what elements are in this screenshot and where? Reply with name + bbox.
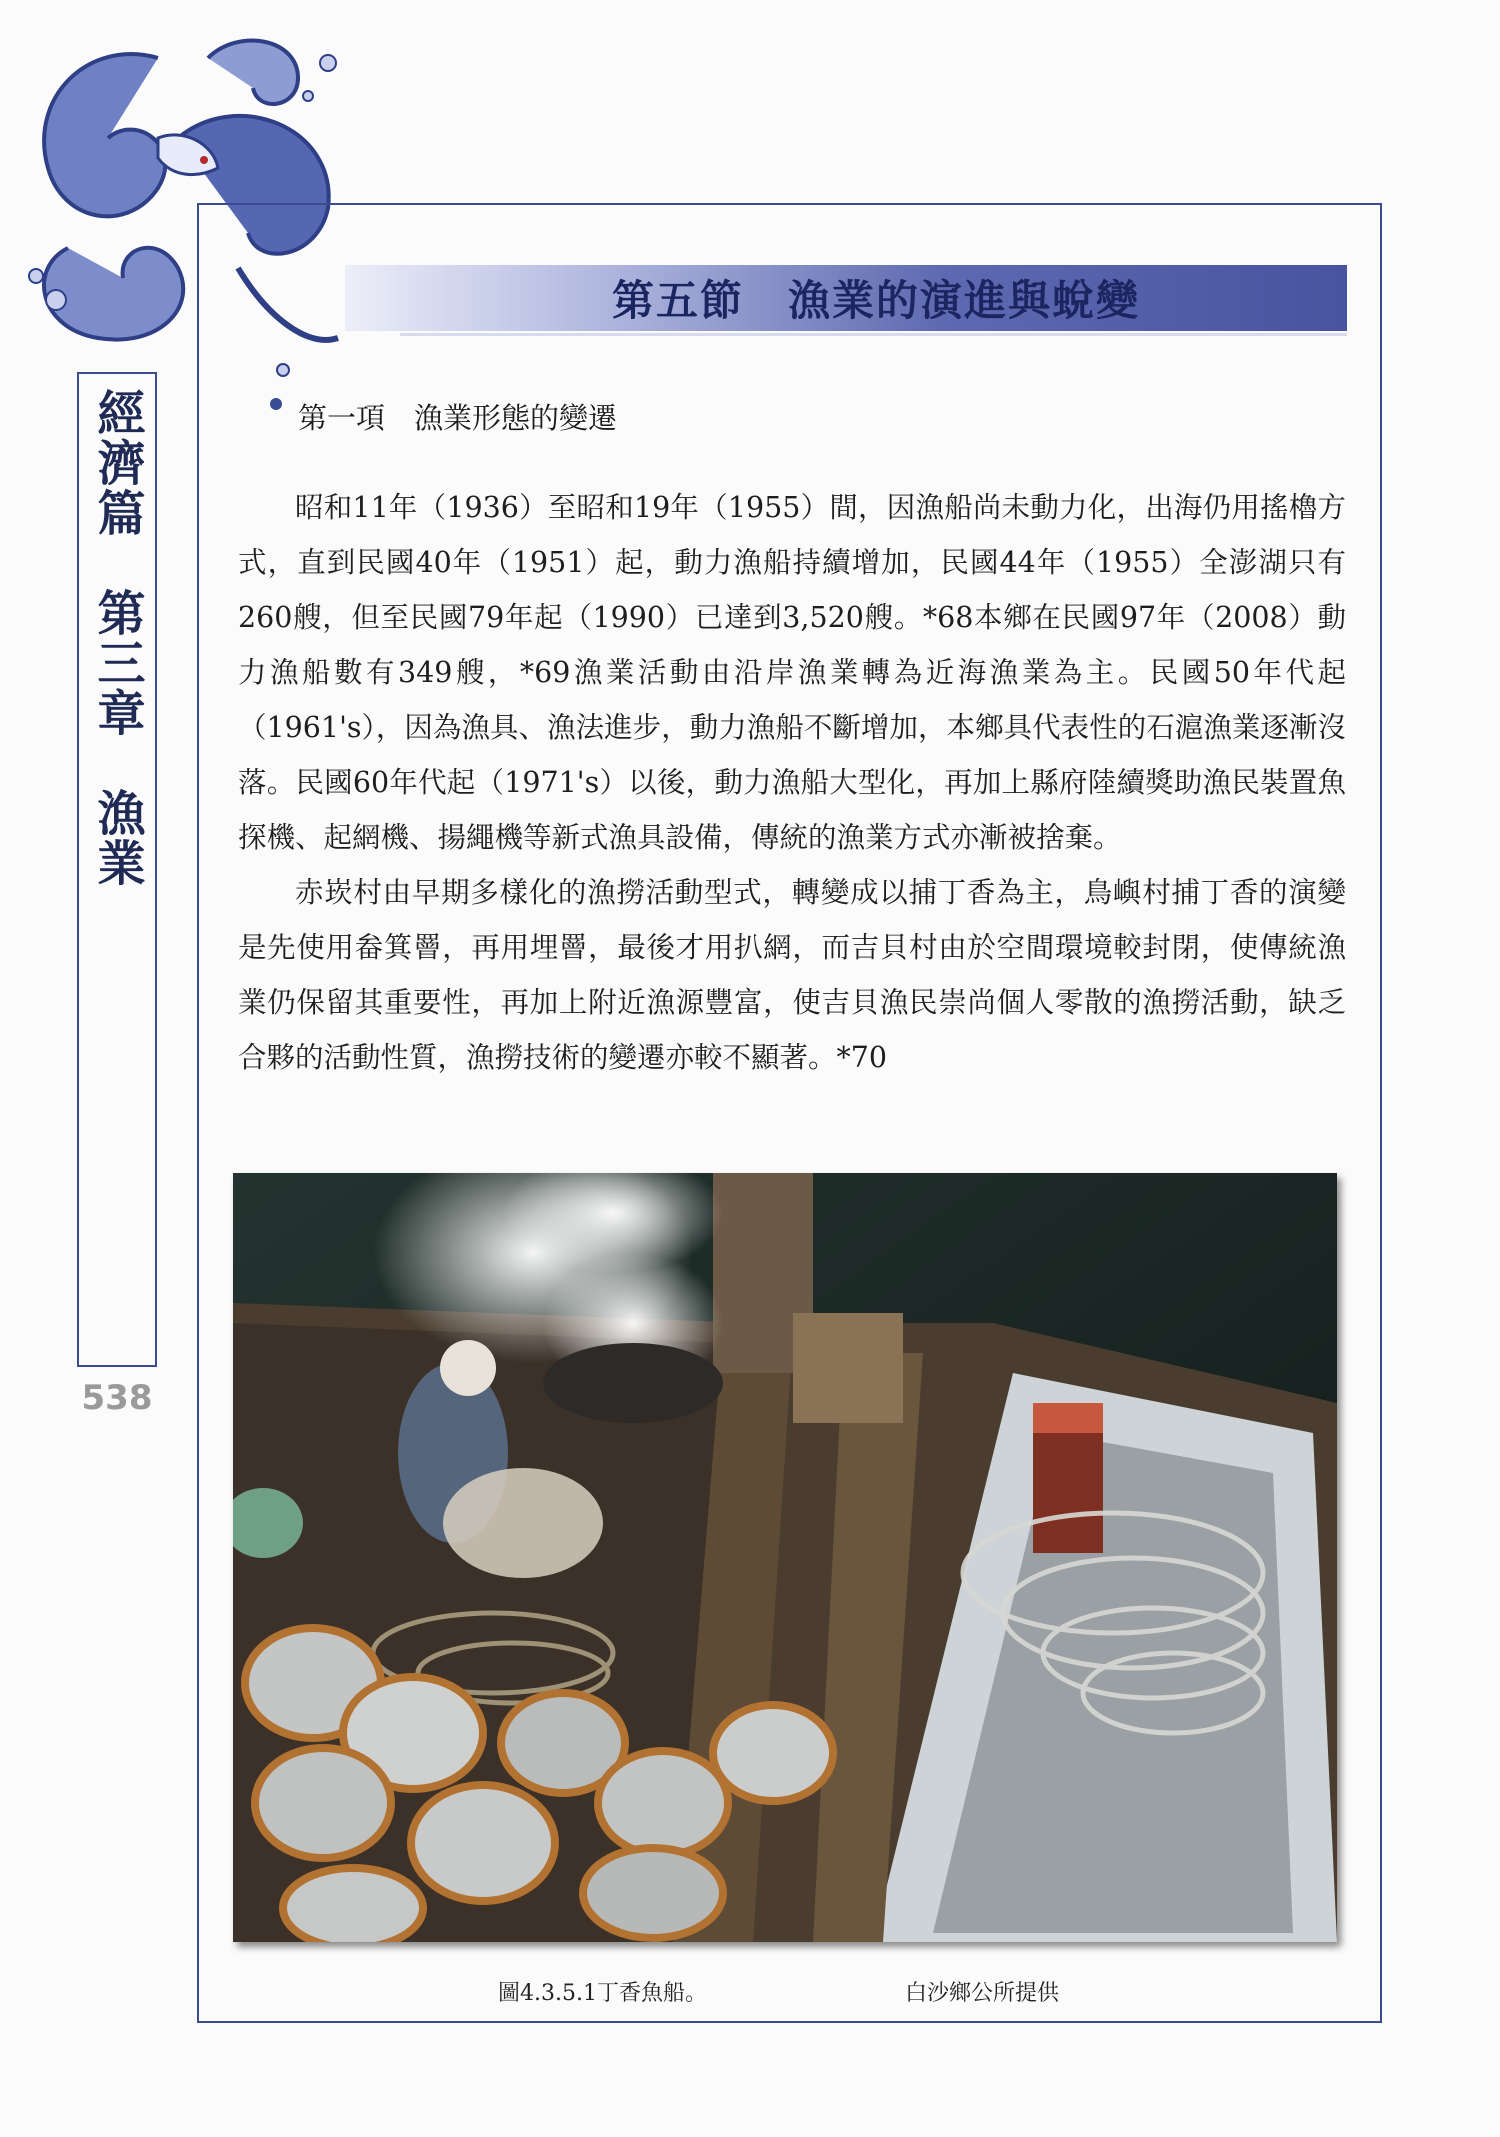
fishing-boat-photo <box>233 1173 1337 1942</box>
paragraph-2: 赤崁村由早期多樣化的漁撈活動型式，轉變成以捕丁香為主，鳥嶼村捕丁香的演變是先使用畚箕罾，再用埋罾，最後才用扒網，而吉貝村由於空間環境較封閉，使傳統漁業仍保留其重要性，再加上附近漁源豐富，使吉貝漁民崇尚個人零散的漁撈活動，缺乏合夥的活動性質，漁撈技術的變遷亦較不顯著。*70 <box>238 876 1346 1074</box>
paragraph-1: 昭和11年（1936）至昭和19年（1955）間，因漁船尚未動力化，出海仍用搖櫓方式，直到民國40年（1951）起，動力漁船持續增加，民國44年（1955）全澎湖只有260艘，但至民國79年起（1990）已達到3,520艘。*68本鄉在民國97年（2008）動力漁船數有349艘，*69漁業活動由沿岸漁業轉為近海漁業為主。民國50年代起（1961's），因為漁具、漁法進步，動力漁船不斷增加，本鄉具代表性的石滬漁業逐漸沒落。民國60年代起（1971's）以後，動力漁船大型化，再加上縣府陸續獎助漁民裝置魚探機、起網機、揚繩機等新式漁具設備，傳統的漁業方式亦漸被捨棄。 <box>238 491 1346 854</box>
page-number: 538 <box>81 1378 153 1418</box>
chapter-sidebar <box>77 372 157 1367</box>
figure-caption: 圖4.3.5.1丁香魚船。 <box>498 1981 707 2006</box>
body-text <box>238 480 1346 1085</box>
title-underline <box>400 333 1347 336</box>
section-title: 第五節 漁業的演進與蛻變 <box>611 276 1140 325</box>
subsection-bullet-icon <box>270 398 282 410</box>
subsection-title: 第一項 漁業形態的變遷 <box>298 401 618 435</box>
chapter-sidebar-text: 經濟篇 第三章 漁業 <box>89 388 145 888</box>
figure-credit: 白沙鄉公所提供 <box>905 1981 1060 2006</box>
section-title-band <box>345 265 1347 331</box>
